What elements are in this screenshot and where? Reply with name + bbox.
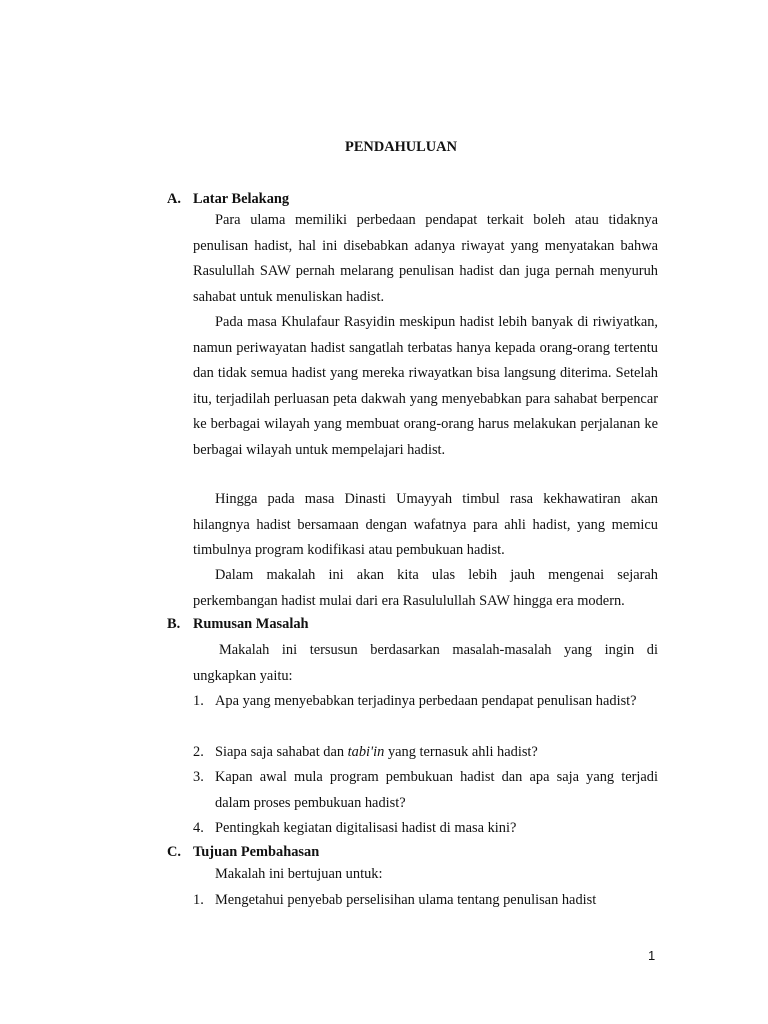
paragraph: Makalah ini bertujuan untuk: (215, 866, 383, 882)
list-text-part: Siapa saja sahabat dan (215, 744, 348, 760)
section-title: Tujuan Pembahasan (193, 844, 320, 860)
list-number: 3. (193, 769, 204, 785)
paragraph: Dalam makalah ini akan kita ulas lebih jauh mengenai sejarah perkembangan hadist mulai dari era Rasululullah SAW hingga era modern. (193, 567, 658, 609)
list-text: Kapan awal mula program pembukuan hadist dan apa saja yang terjadi dalam proses pembukuan hadist? (215, 769, 658, 811)
list-item (193, 740, 658, 766)
list-number: 2. (193, 744, 204, 760)
italic-term: tabi'in (347, 744, 385, 760)
list-item (193, 689, 658, 715)
list-number: 1. (193, 892, 204, 908)
section-letter: C. (167, 844, 181, 860)
list-item (193, 765, 658, 816)
section-heading-rumusan-masalah (167, 614, 309, 634)
list-text: Mengetahui penyebab perselisihan ulama tentang penulisan hadist (215, 892, 597, 908)
page-title: PENDAHULUAN (345, 139, 457, 155)
list-number: 1. (193, 693, 204, 709)
list-text: Pentingkah kegiatan digitalisasi hadist di masa kini? (215, 820, 517, 836)
paragraph: Hingga pada masa Dinasti Umayyah timbul rasa kekhawatiran akan hilangnya hadist bersamaan dengan wafatnya para ahli hadist, yang memicu timbulnya program kodifikasi atau pembukuan hadist. (193, 491, 658, 558)
section-letter: A. (167, 191, 181, 207)
list-number: 4. (193, 820, 204, 836)
list-text (215, 740, 658, 766)
section-title: Latar Belakang (193, 191, 290, 207)
section-heading-latar-belakang (167, 189, 289, 209)
section-title: Rumusan Masalah (193, 616, 309, 632)
paragraph: Pada masa Khulafaur Rasyidin meskipun hadist lebih banyak di riwiyatkan, namun periwayatan hadist sangatlah terbatas hanya kepada orang-orang tertentu dan tidak semua hadist yang mereka riwayatkan bisa langsung diterima. Setelah itu, terjadilah perluasan peta dakwah yang menyebabkan para sahabat berpencar ke berbagai wilayah yang membuat orang-orang harus melakukan perjalanan ke berbagai wilayah untuk mempelajari hadist. (193, 314, 658, 458)
section-letter: B. (167, 616, 181, 632)
list-text: Apa yang menyebabkan terjadinya perbedaan pendapat penulisan hadist? (215, 693, 637, 709)
list-item (193, 816, 658, 842)
paragraph: Makalah ini tersusun berdasarkan masalah-masalah yang ingin di ungkapkan yaitu: (193, 642, 658, 684)
list-item (193, 888, 658, 914)
section-heading-tujuan-pembahasan (167, 842, 319, 862)
page-number: 1 (648, 948, 656, 963)
list-text-part: yang ternasuk ahli hadist? (384, 744, 538, 760)
paragraph: Para ulama memiliki perbedaan pendapat terkait boleh atau tidaknya penulisan hadist, hal ini disebabkan adanya riwayat yang menyatakan bahwa Rasulullah SAW pernah melarang penulisan hadist dan juga pernah menyuruh sahabat untuk menuliskan hadist. (193, 212, 658, 305)
